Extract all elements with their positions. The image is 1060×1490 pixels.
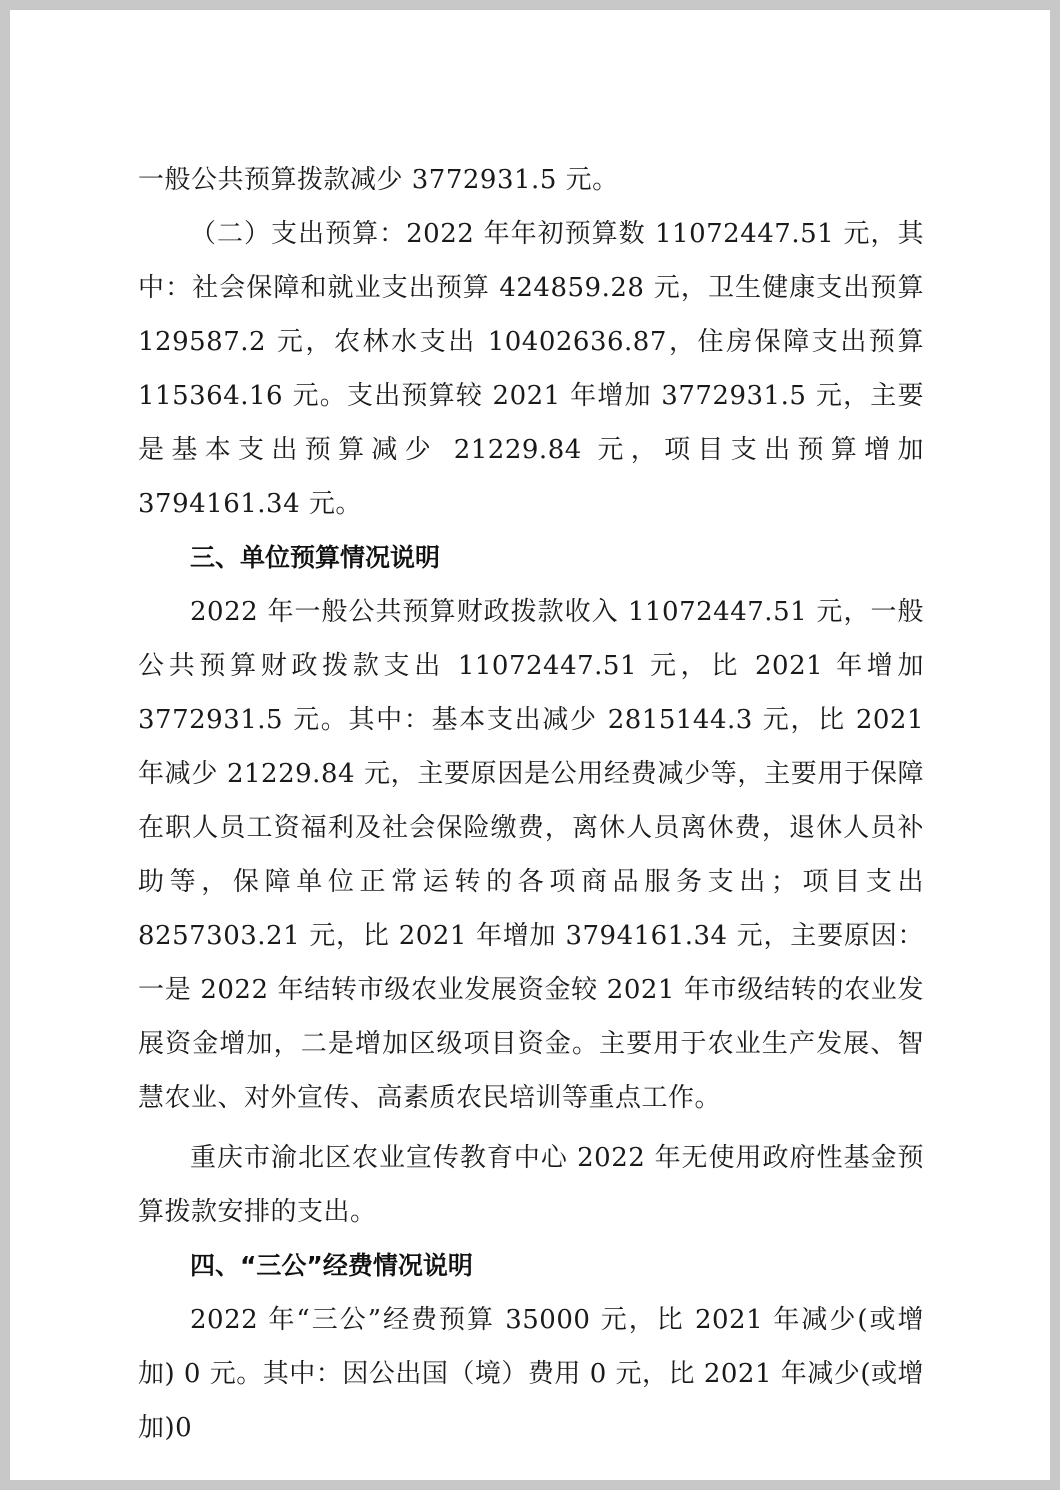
paragraph-government-fund: 重庆市渝北区农业宣传教育中心 2022 年无使用政府性基金预算拨款安排的支出。	[138, 1143, 924, 1227]
section-heading-unit-budget: 三、单位预算情况说明	[190, 543, 441, 572]
section-heading-three-public: 四、“三公”经费情况说明	[190, 1251, 473, 1280]
paragraph-expenditure-budget: （二）支出预算：2022 年年初预算数 11072447.51 元，其中：社会保障和就业支出预算 424859.28 元，卫生健康支出预算 129587.2 元，农林水支出 10402636.87，住房保障支出预算 115364.16 元。支出预算较 2021 年增加 3772931.5 元，主要是基本支出预算减少 21229.84 元，项目支出预算增加 3794161.34 元。	[138, 219, 924, 519]
paragraph-three-public-budget: 2022 年“三公”经费预算 35000 元，比 2021 年减少(或增加) 0 元。其中：因公出国（境）费用 0 元，比 2021 年减少(或增加)0	[138, 1305, 924, 1443]
document-page	[10, 10, 1050, 1480]
paragraph-revenue-decrease: 一般公共预算拨款减少 3772931.5 元。	[138, 165, 619, 195]
document-body	[138, 153, 924, 1455]
paragraph-unit-budget: 2022 年一般公共预算财政拨款收入 11072447.51 元，一般公共预算财政拨款支出 11072447.51 元，比 2021 年增加 3772931.5 元。其中：基本支出减少 2815144.3 元，比 2021 年减少 21229.84 元，主要原因是公用经费减少等，主要用于保障在职人员工资福利及社会保险缴费，离休人员离休费，退休人员补助等，保障单位正常运转的各项商品服务支出；项目支出 8257303.21 元，比 2021 年增加 3794161.34 元，主要原因：一是 2022 年结转市级农业发展资金较 2021 年市级结转的农业发展资金增加，二是增加区级项目资金。主要用于农业生产发展、智慧农业、对外宣传、高素质农民培训等重点工作。	[138, 597, 924, 1113]
